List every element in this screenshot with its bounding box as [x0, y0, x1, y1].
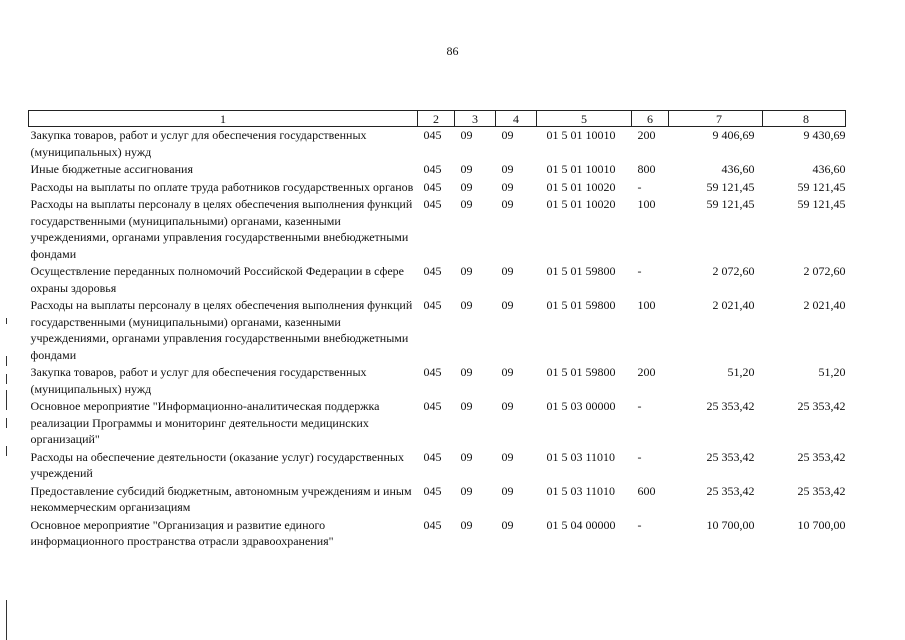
row-name: Расходы на обеспечение деятельности (оказание услуг) государственных учреждений	[30, 449, 404, 480]
row-section: 09	[460, 449, 473, 464]
row-section: 09	[460, 517, 473, 532]
row-target-article: 01 5 03 11010	[546, 449, 616, 464]
table-row	[29, 483, 846, 517]
row-section: 09	[460, 128, 473, 142]
row-target-article: 01 5 01 59800	[546, 365, 616, 379]
row-target-article: 01 5 01 59800	[546, 298, 616, 312]
row-grbs: 045	[423, 179, 442, 194]
row-expense-type: 100	[637, 298, 656, 312]
row-section: 09	[460, 365, 473, 379]
row-section: 09	[460, 179, 473, 194]
row-subsection: 09	[501, 365, 514, 379]
row-subsection: 09	[501, 162, 514, 176]
table-row	[29, 263, 846, 297]
row-amount-2: 436,60	[812, 162, 846, 176]
row-section: 09	[460, 399, 473, 413]
row-amount-2: 25 353,42	[797, 449, 846, 464]
row-amount-1: 51,20	[727, 365, 755, 379]
row-amount-1: 25 353,42	[706, 449, 755, 464]
row-subsection: 09	[501, 399, 514, 413]
row-section: 09	[460, 162, 473, 176]
header-cell: 2	[418, 111, 455, 127]
row-grbs: 045	[423, 449, 442, 464]
row-name: Расходы на выплаты по оплате труда работников государственных органов	[30, 179, 414, 194]
row-amount-2: 10 700,00	[797, 517, 846, 532]
row-name: Основное мероприятие "Организация и развитие единого информационного пространства отрасли здравоохранения"	[30, 517, 334, 548]
margin-mark	[6, 446, 7, 456]
row-subsection: 09	[501, 264, 514, 278]
table-row	[29, 196, 846, 263]
header-row	[29, 111, 846, 127]
row-expense-type: -	[637, 264, 642, 278]
table-row	[29, 297, 846, 364]
row-subsection: 09	[501, 128, 514, 142]
row-target-article: 01 5 01 10020	[546, 197, 616, 211]
row-expense-type: -	[637, 449, 642, 464]
row-expense-type: 200	[637, 128, 656, 142]
row-grbs: 045	[423, 517, 442, 532]
margin-mark	[6, 318, 7, 324]
margin-mark	[6, 390, 7, 410]
row-expense-type: -	[637, 399, 642, 413]
row-name: Закупка товаров, работ и услуг для обеспечения государственных (муниципальных) нужд	[30, 365, 367, 396]
row-grbs: 045	[423, 264, 442, 278]
page-number: 86	[446, 44, 459, 58]
table-row	[29, 127, 846, 162]
table-row	[29, 449, 846, 483]
row-name: Иные бюджетные ассигнования	[30, 162, 193, 176]
row-amount-2: 2 072,60	[803, 264, 846, 278]
table-body	[29, 127, 846, 551]
row-section: 09	[460, 197, 473, 211]
row-target-article: 01 5 03 11010	[546, 483, 616, 498]
row-grbs: 045	[423, 399, 442, 413]
row-name: Расходы на выплаты персоналу в целях обеспечения выполнения функций государственными (муниципальными) органами, казенными учреждениями, органами управления государственными внебюджетными фондами	[30, 197, 413, 261]
row-name: Осуществление переданных полномочий Российской Федерации в сфере охраны здоровья	[30, 264, 404, 295]
budget-table	[28, 110, 846, 551]
table-row	[29, 364, 846, 398]
row-target-article: 01 5 01 10020	[546, 179, 616, 194]
row-amount-2: 59 121,45	[797, 197, 846, 211]
row-target-article: 01 5 01 10010	[546, 128, 616, 142]
table-row	[29, 398, 846, 449]
row-expense-type: 200	[637, 365, 656, 379]
row-expense-type: -	[637, 179, 642, 194]
table-row	[29, 161, 846, 179]
table-row	[29, 179, 846, 197]
row-expense-type: -	[637, 517, 642, 532]
row-amount-2: 25 353,42	[797, 483, 846, 498]
header-cell: 6	[632, 111, 669, 127]
header-cell: 3	[455, 111, 496, 127]
row-grbs: 045	[423, 128, 442, 142]
row-expense-type: 100	[637, 197, 656, 211]
row-target-article: 01 5 03 00000	[546, 399, 616, 413]
margin-mark	[6, 418, 7, 428]
row-amount-2: 2 021,40	[803, 298, 846, 312]
row-name: Закупка товаров, работ и услуг для обеспечения государственных (муниципальных) нужд	[30, 128, 367, 159]
row-section: 09	[460, 264, 473, 278]
header-cell: 7	[669, 111, 763, 127]
row-subsection: 09	[501, 449, 514, 464]
row-amount-1: 59 121,45	[706, 179, 755, 194]
row-amount-1: 2 021,40	[712, 298, 755, 312]
row-subsection: 09	[501, 298, 514, 312]
row-subsection: 09	[501, 483, 514, 498]
row-grbs: 045	[423, 483, 442, 498]
row-grbs: 045	[423, 197, 442, 211]
header-cell: 5	[537, 111, 632, 127]
row-name: Предоставление субсидий бюджетным, автономным учреждениям и иным некоммерческим организациям	[30, 483, 412, 514]
row-target-article: 01 5 01 59800	[546, 264, 616, 278]
header-cell: 4	[496, 111, 537, 127]
row-grbs: 045	[423, 298, 442, 312]
row-name: Расходы на выплаты персоналу в целях обеспечения выполнения функций государственными (муниципальными) органами, казенными учреждениями, органами управления государственными внебюджетными фондами	[30, 298, 413, 362]
row-section: 09	[460, 298, 473, 312]
row-subsection: 09	[501, 517, 514, 532]
row-amount-2: 25 353,42	[797, 399, 846, 413]
row-section: 09	[460, 483, 473, 498]
row-amount-1: 2 072,60	[712, 264, 755, 278]
margin-mark	[6, 600, 7, 640]
header-cell: 8	[763, 111, 846, 127]
row-target-article: 01 5 04 00000	[546, 517, 616, 532]
row-expense-type: 600	[637, 483, 656, 498]
row-amount-2: 59 121,45	[797, 179, 846, 194]
row-amount-1: 436,60	[721, 162, 755, 176]
row-subsection: 09	[501, 179, 514, 194]
row-amount-1: 25 353,42	[706, 399, 755, 413]
row-amount-2: 9 430,69	[803, 128, 846, 142]
margin-mark	[6, 374, 7, 384]
row-grbs: 045	[423, 365, 442, 379]
header-cell: 1	[29, 111, 418, 127]
row-name: Основное мероприятие "Информационно-аналитическая поддержка реализации Программы и мониторинг деятельности медицинских организаций"	[30, 399, 380, 446]
row-amount-1: 10 700,00	[706, 517, 755, 532]
row-amount-2: 51,20	[818, 365, 846, 379]
row-amount-1: 25 353,42	[706, 483, 755, 498]
table-row	[29, 517, 846, 551]
row-expense-type: 800	[637, 162, 656, 176]
row-target-article: 01 5 01 10010	[546, 162, 616, 176]
row-subsection: 09	[501, 197, 514, 211]
margin-mark	[6, 356, 7, 366]
row-grbs: 045	[423, 162, 442, 176]
row-amount-1: 59 121,45	[706, 197, 755, 211]
row-amount-1: 9 406,69	[712, 128, 755, 142]
